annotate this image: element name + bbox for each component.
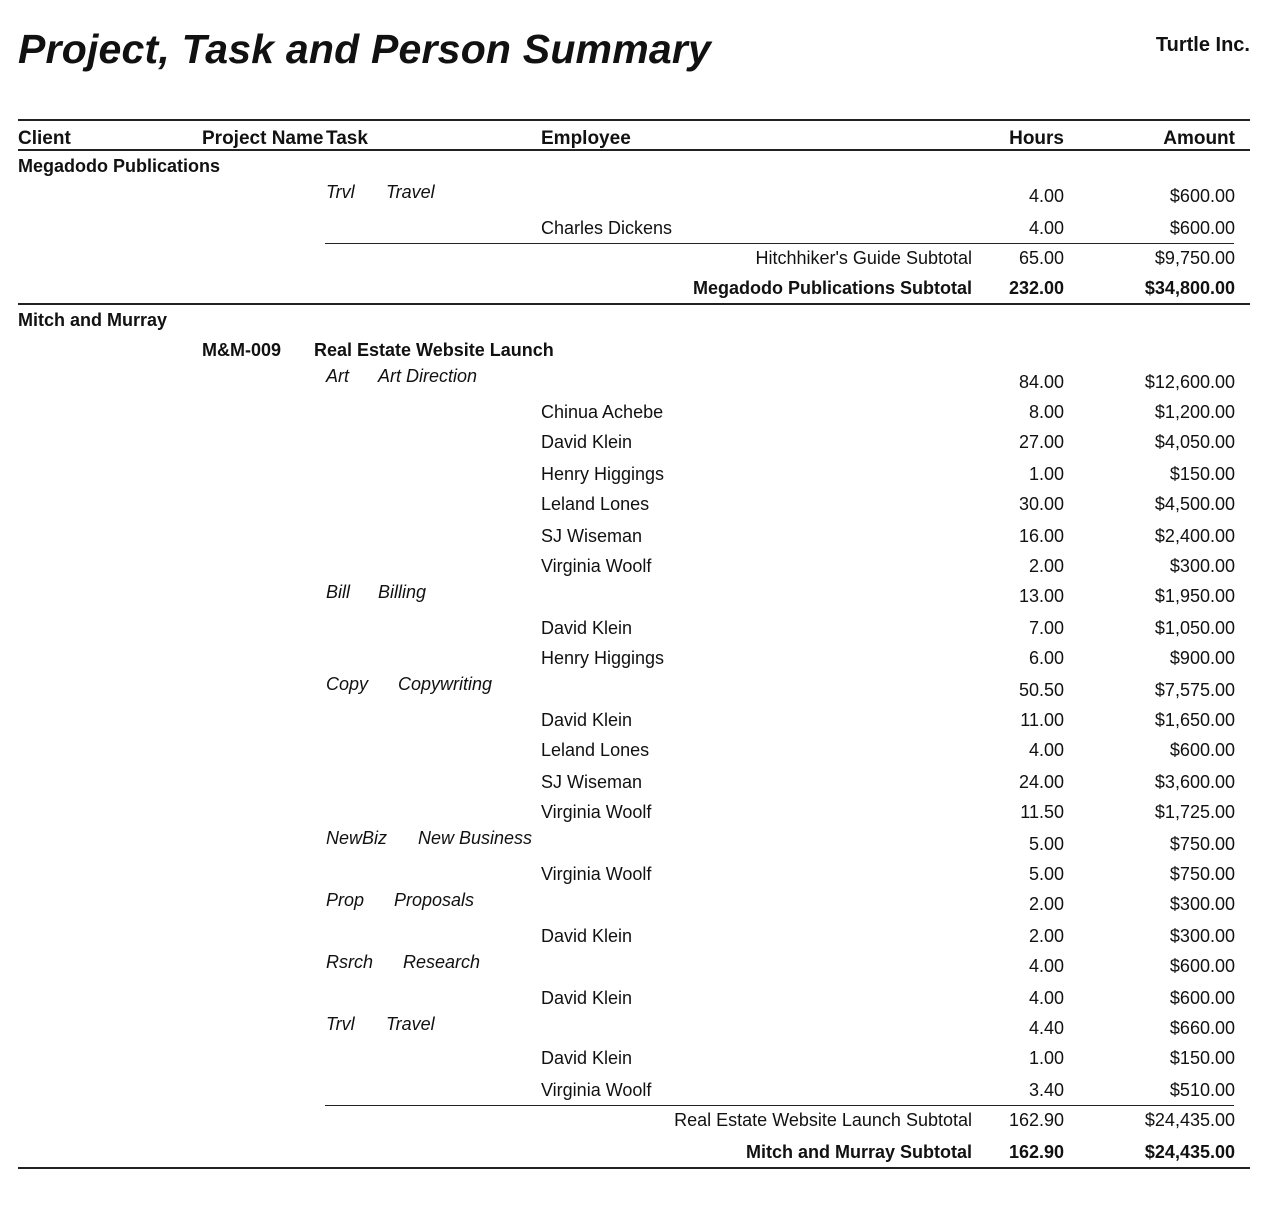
employee-hours: 11.00 [1020,710,1064,730]
employee-amount: $1,200.00 [1154,402,1235,422]
task-amount: $660.00 [1169,1018,1235,1038]
task-name: Travel [386,1014,435,1034]
task-code: Trvl [326,182,355,202]
project-name: Real Estate Website Launch [314,340,554,360]
employee-name: Chinua Achebe [541,402,664,422]
employee-name: David Klein [541,618,633,638]
task-name: Travel [386,182,435,202]
employee-hours: 3.40 [1028,1080,1064,1100]
client-subtotal-amount: $34,800.00 [1144,278,1235,298]
task-hours: 2.00 [1028,894,1064,914]
task-code: Art [326,366,350,386]
employee-name: Virginia Woolf [541,864,652,884]
employee-hours: 2.00 [1028,556,1064,576]
task-amount: $1,950.00 [1154,586,1235,606]
task-hours: 50.50 [1018,680,1064,700]
employee-amount: $1,050.00 [1154,618,1235,638]
task-name: Billing [378,582,427,602]
task-amount: $750.00 [1169,834,1235,854]
column-header-project: Project Name [202,128,324,149]
employee-name: Henry Higgings [541,648,665,668]
employee-name: David Klein [541,710,633,730]
employee-hours: 4.00 [1028,218,1064,238]
column-header-client: Client [18,128,71,149]
task-hours: 13.00 [1018,586,1064,606]
employee-hours: 4.00 [1028,740,1064,760]
employee-amount: $750.00 [1169,864,1235,884]
task-amount: $600.00 [1169,956,1235,976]
employee-name: David Klein [541,926,633,946]
employee-hours: 16.00 [1018,526,1064,546]
employee-hours: 30.00 [1018,494,1064,514]
project-subtotal-hours: 162.90 [1008,1110,1064,1130]
employee-amount: $600.00 [1169,740,1235,760]
task-name: Art Direction [378,366,478,386]
client-name: Mitch and Murray [18,310,168,330]
employee-hours: 8.00 [1028,402,1064,422]
employee-hours: 1.00 [1028,464,1064,484]
employee-amount: $1,725.00 [1154,802,1235,822]
employee-hours: 2.00 [1028,926,1064,946]
employee-name: David Klein [541,988,633,1008]
client-subtotal-rule [18,303,1250,305]
employee-amount: $300.00 [1169,926,1235,946]
client-subtotal-hours: 232.00 [1008,278,1064,298]
task-name: Copywriting [398,674,493,694]
employee-hours: 5.00 [1028,864,1064,884]
company-name: Turtle Inc. [1155,34,1250,56]
column-header-task: Task [326,128,368,149]
task-code: Prop [326,890,365,910]
employee-amount: $150.00 [1169,1048,1235,1068]
employee-hours: 27.00 [1018,432,1064,452]
project-code: M&M-009 [202,340,282,360]
employee-name: SJ Wiseman [541,526,643,546]
task-hours: 5.00 [1028,834,1064,854]
task-hours: 4.00 [1028,186,1064,206]
task-hours: 4.00 [1028,956,1064,976]
employee-hours: 1.00 [1028,1048,1064,1068]
client-subtotal-hours: 162.90 [1008,1142,1064,1162]
client-subtotal-rule [18,1167,1250,1169]
task-code: Copy [326,674,369,694]
project-subtotal-rule [325,243,1234,244]
task-code: Trvl [326,1014,355,1034]
client-subtotal-label: Megadodo Publications Subtotal [693,278,972,298]
employee-name: Virginia Woolf [541,802,652,822]
employee-name: Leland Lones [541,740,650,760]
employee-name: David Klein [541,432,633,452]
report-title: Project, Task and Person Summary [18,26,712,72]
employee-amount: $4,050.00 [1154,432,1235,452]
column-header-amount: Amount [1163,128,1235,149]
task-hours: 4.40 [1028,1018,1064,1038]
task-amount: $300.00 [1169,894,1235,914]
task-name: Research [403,952,481,972]
client-name: Megadodo Publications [18,156,221,176]
employee-name: Virginia Woolf [541,1080,652,1100]
employee-hours: 24.00 [1018,772,1064,792]
employee-amount: $1,650.00 [1154,710,1235,730]
employee-name: Henry Higgings [541,464,665,484]
project-subtotal-label: Hitchhiker's Guide Subtotal [755,248,972,268]
task-code: Bill [326,582,351,602]
employee-amount: $150.00 [1169,464,1235,484]
employee-amount: $900.00 [1169,648,1235,668]
employee-hours: 11.50 [1020,802,1064,822]
employee-hours: 4.00 [1028,988,1064,1008]
employee-amount: $4,500.00 [1154,494,1235,514]
task-amount: $600.00 [1169,186,1235,206]
employee-amount: $3,600.00 [1154,772,1235,792]
employee-amount: $300.00 [1169,556,1235,576]
employee-hours: 6.00 [1028,648,1064,668]
employee-name: Virginia Woolf [541,556,652,576]
project-subtotal-label: Real Estate Website Launch Subtotal [674,1110,972,1130]
employee-hours: 7.00 [1028,618,1064,638]
project-subtotal-hours: 65.00 [1018,248,1064,268]
employee-amount: $600.00 [1169,218,1235,238]
project-subtotal-amount: $9,750.00 [1154,248,1235,268]
task-name: Proposals [394,890,475,910]
task-name: New Business [418,828,533,848]
task-code: Rsrch [326,952,374,972]
employee-amount: $2,400.00 [1154,526,1235,546]
project-subtotal-amount: $24,435.00 [1144,1110,1235,1130]
employee-name: Leland Lones [541,494,650,514]
project-subtotal-rule [325,1105,1234,1106]
employee-name: David Klein [541,1048,633,1068]
column-header-hours: Hours [1009,128,1064,149]
task-amount: $12,600.00 [1144,372,1235,392]
client-subtotal-amount: $24,435.00 [1144,1142,1235,1162]
employee-amount: $510.00 [1169,1080,1235,1100]
column-header-employee: Employee [541,128,631,149]
task-hours: 84.00 [1018,372,1064,392]
employee-name: SJ Wiseman [541,772,643,792]
client-subtotal-label: Mitch and Murray Subtotal [745,1142,972,1162]
task-code: NewBiz [326,828,388,848]
employee-name: Charles Dickens [541,218,673,238]
employee-amount: $600.00 [1169,988,1235,1008]
task-amount: $7,575.00 [1154,680,1235,700]
